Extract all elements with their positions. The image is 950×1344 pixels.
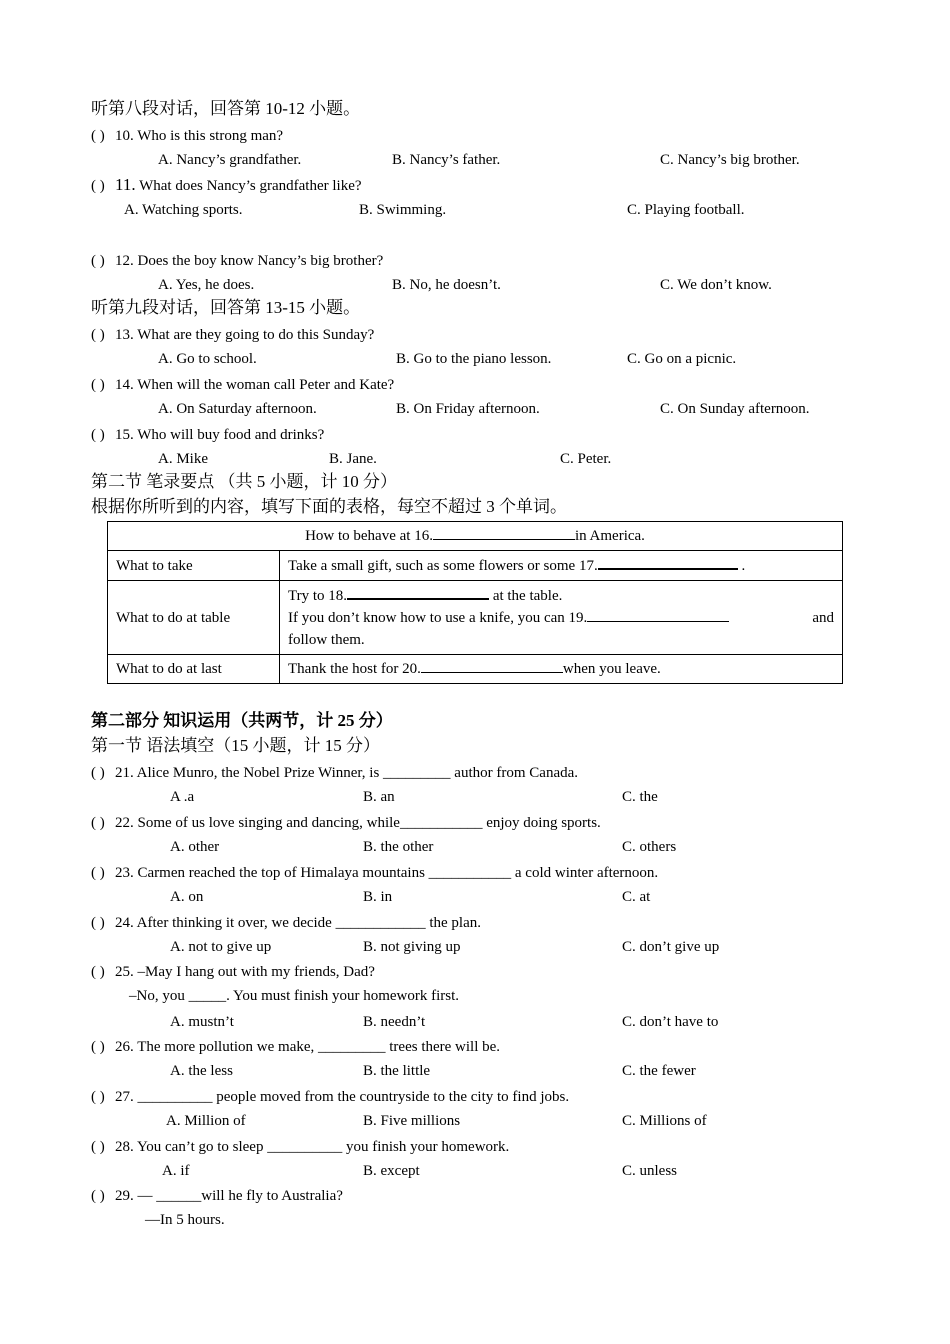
blank-18[interactable]	[347, 584, 489, 600]
answer-bracket[interactable]: ( )	[91, 915, 105, 931]
row-content	[280, 581, 843, 655]
row-label: What to take	[108, 551, 280, 581]
row-text: Take a small gift, such as some flowers or some 17.	[288, 558, 598, 574]
option-a: A. Mike	[158, 451, 208, 467]
option-b: B. On Friday afternoon.	[396, 401, 540, 417]
question-25	[91, 962, 375, 982]
option-c: C. others	[622, 839, 677, 855]
question-stem: 25. –May I hang out with my friends, Dad?	[115, 964, 375, 980]
table-title	[108, 522, 843, 551]
blank-19[interactable]	[587, 607, 729, 622]
answer-bracket[interactable]: ( )	[91, 178, 105, 194]
question-stem: 14. When will the woman call Peter and Kate?	[115, 377, 395, 393]
question-stem: 21. Alice Munro, the Nobel Prize Winner, is _________ author from Canada.	[115, 765, 579, 781]
row-text: follow them.	[288, 632, 365, 648]
option-c: C. Go on a picnic.	[627, 351, 737, 367]
answer-bracket[interactable]: ( )	[91, 1039, 105, 1055]
answer-bracket[interactable]: ( )	[91, 327, 105, 343]
option-b: B. in	[363, 889, 393, 905]
question-stem: 23. Carmen reached the top of Himalaya mountains ___________ a cold winter afternoon.	[115, 865, 659, 881]
question-stem: 22. Some of us love singing and dancing, while___________ enjoy doing sports.	[115, 815, 601, 831]
row-content	[280, 655, 843, 684]
option-c: C. at	[622, 889, 651, 905]
row-text-suffix: and	[812, 610, 834, 626]
option-b: B. Swimming.	[359, 202, 447, 218]
row-label: What to do at table	[108, 581, 280, 655]
section8-header: 听第八段对话，回答第 10-12 小题。	[91, 99, 361, 118]
question-stem: 26. The more pollution we make, _________ trees there will be.	[115, 1039, 501, 1055]
option-a: A. Watching sports.	[124, 202, 243, 218]
section9-header: 听第九段对话，回答第 13-15 小题。	[91, 298, 361, 317]
option-b: B. Five millions	[363, 1113, 461, 1129]
question-stem: 27. __________ people moved from the countryside to the city to find jobs.	[115, 1089, 570, 1105]
option-a: A. On Saturday afternoon.	[158, 401, 317, 417]
question-29	[91, 1186, 343, 1206]
option-a: A. if	[162, 1163, 190, 1179]
blank-20[interactable]	[421, 658, 563, 673]
row-content	[280, 551, 843, 581]
option-a: A. the less	[170, 1063, 233, 1079]
option-a: A. Yes, he does.	[158, 277, 255, 293]
question-14	[91, 375, 394, 395]
option-a: A. other	[170, 839, 220, 855]
answer-bracket[interactable]: ( )	[91, 128, 105, 144]
question-11	[91, 175, 362, 196]
option-c: C. Playing football.	[627, 202, 745, 218]
option-b: B. the little	[363, 1063, 431, 1079]
question-stem: What does Nancy’s grandfather like?	[135, 178, 362, 194]
option-a: A. Million of	[166, 1113, 246, 1129]
question-stem: 13. What are they going to do this Sunday?	[115, 327, 375, 343]
question-13	[91, 325, 374, 345]
blank-17[interactable]	[598, 554, 738, 570]
row-label: What to do at last	[108, 655, 280, 684]
option-c: C. Millions of	[622, 1113, 707, 1129]
answer-bracket[interactable]: ( )	[91, 865, 105, 881]
answer-bracket[interactable]: ( )	[91, 427, 105, 443]
part2-header: 第二节 笔录要点 （共 5 小题，计 10 分）	[91, 472, 397, 491]
row-text-suffix: at the table.	[489, 588, 563, 604]
option-c: C. We don’t know.	[660, 277, 772, 293]
option-b: B. an	[363, 789, 395, 805]
option-b: B. except	[363, 1163, 420, 1179]
table-row	[108, 522, 843, 551]
option-b: B. Jane.	[329, 451, 377, 467]
row-text: Try to 18.	[288, 588, 348, 604]
option-b: B. Nancy’s father.	[392, 152, 501, 168]
question-stem: 24. After thinking it over, we decide ____________ the plan.	[115, 915, 481, 931]
question-stem-continued: –No, you _____. You must finish your homework first.	[129, 988, 460, 1004]
option-a: A. Go to school.	[158, 351, 257, 367]
option-c: C. don’t give up	[622, 939, 720, 955]
table-title-text: How to behave at 16.	[305, 528, 433, 544]
option-a: A. on	[170, 889, 204, 905]
row-text-suffix: when you leave.	[562, 661, 661, 677]
row-text: Thank the host for 20.	[288, 661, 421, 677]
question-22	[91, 813, 601, 833]
option-b: B. not giving up	[363, 939, 461, 955]
row-text-part: If you don’t know how to use a knife, you can 19.	[288, 610, 588, 626]
question-24	[91, 913, 481, 933]
option-a: A. mustn’t	[170, 1014, 234, 1030]
option-c: C. unless	[622, 1163, 678, 1179]
answer-bracket[interactable]: ( )	[91, 765, 105, 781]
option-a: A. Nancy’s grandfather.	[158, 152, 302, 168]
table-title-suffix: in America.	[574, 528, 645, 544]
option-b: B. Go to the piano lesson.	[396, 351, 552, 367]
option-a: A. not to give up	[170, 939, 272, 955]
answer-bracket[interactable]: ( )	[91, 964, 105, 980]
question-stem: 15. Who will buy food and drinks?	[115, 427, 325, 443]
question-stem: 12. Does the boy know Nancy’s big brother?	[115, 253, 384, 269]
blank-16[interactable]	[433, 525, 575, 540]
answer-bracket[interactable]: ( )	[91, 377, 105, 393]
option-a: A .a	[170, 789, 195, 805]
question-27	[91, 1087, 569, 1107]
table-row	[108, 581, 843, 655]
answer-bracket[interactable]: ( )	[91, 1089, 105, 1105]
question-number: 11.	[115, 175, 136, 194]
section-b-header: 第二部分 知识运用（共两节，计 25 分）	[91, 711, 393, 730]
row-text-suffix: .	[737, 558, 746, 574]
row-text	[288, 607, 729, 629]
question-23	[91, 863, 658, 883]
option-c: C. On Sunday afternoon.	[660, 401, 810, 417]
question-stem-continued: —In 5 hours.	[145, 1212, 225, 1228]
section-b-subheader: 第一节 语法填空（15 小题，计 15 分）	[91, 736, 380, 755]
table-row	[108, 551, 843, 581]
question-26	[91, 1037, 500, 1057]
question-stem: 28. You can’t go to sleep __________ you finish your homework.	[115, 1139, 510, 1155]
option-c: C. Nancy’s big brother.	[660, 152, 800, 168]
question-21	[91, 763, 578, 783]
question-28	[91, 1137, 509, 1157]
option-b: B. No, he doesn’t.	[392, 277, 501, 293]
question-15	[91, 425, 324, 445]
option-c: C. don’t have to	[622, 1014, 719, 1030]
option-b: B. the other	[363, 839, 434, 855]
part2-instruction: 根据你所听到的内容，填写下面的表格，每空不超过 3 个单词。	[91, 497, 567, 516]
option-b: B. needn’t	[363, 1014, 426, 1030]
question-12	[91, 251, 383, 271]
option-c: C. Peter.	[560, 451, 612, 467]
question-10	[91, 126, 283, 146]
option-c: C. the fewer	[622, 1063, 696, 1079]
answer-bracket[interactable]: ( )	[91, 1188, 105, 1204]
answer-bracket[interactable]: ( )	[91, 815, 105, 831]
answer-bracket[interactable]: ( )	[91, 1139, 105, 1155]
table-row	[108, 655, 843, 684]
option-c: C. the	[622, 789, 658, 805]
question-stem: 10. Who is this strong man?	[115, 128, 284, 144]
question-stem: 29. — ______will he fly to Australia?	[115, 1188, 343, 1204]
note-table	[107, 521, 843, 684]
answer-bracket[interactable]: ( )	[91, 253, 105, 269]
